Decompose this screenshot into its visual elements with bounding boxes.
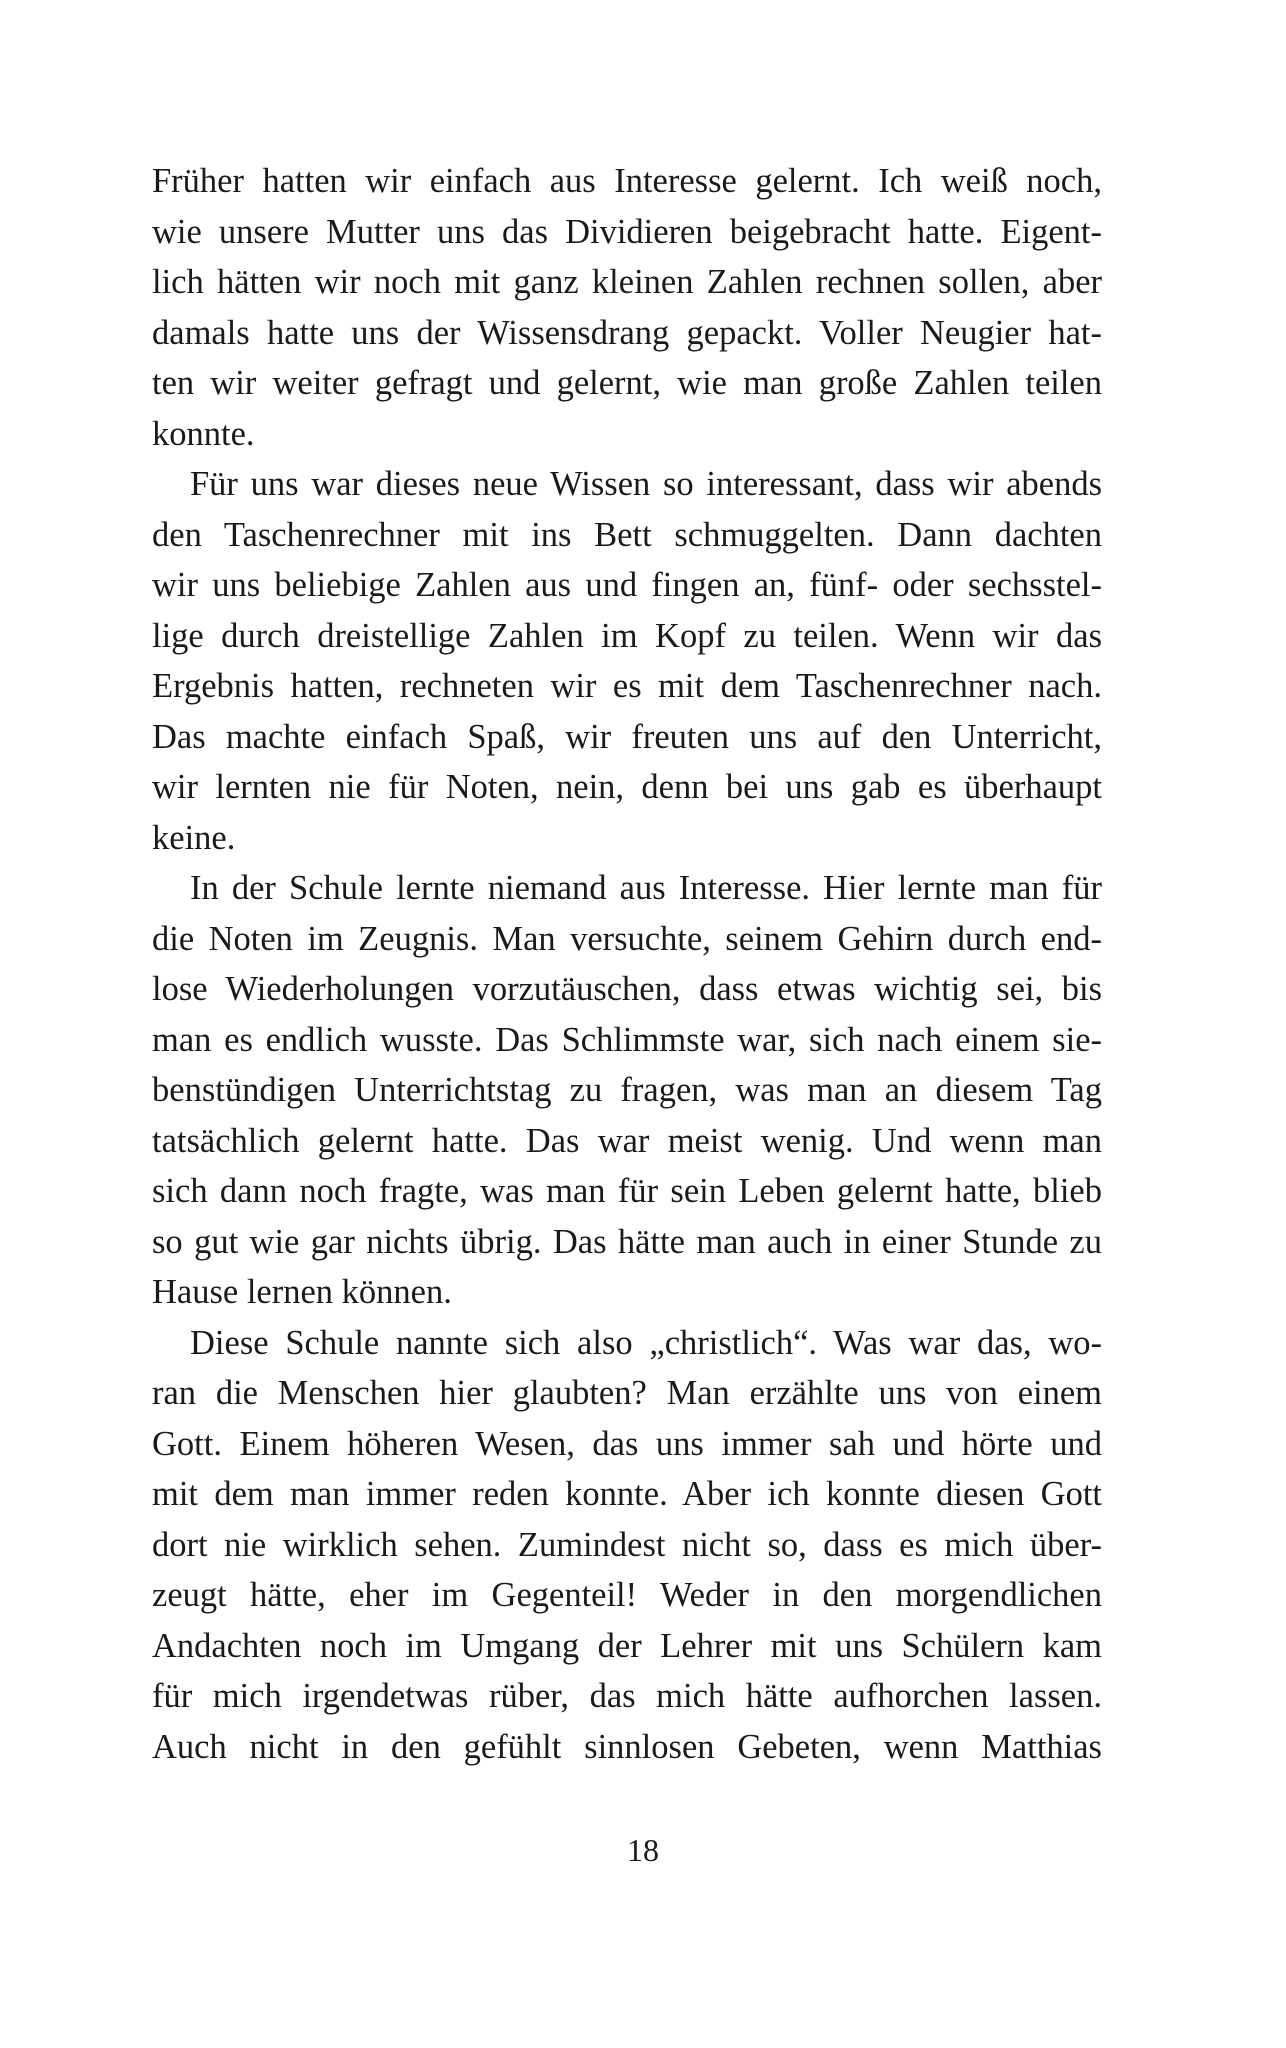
- text-line: sich dann noch fragte, was man für sein Leben gelernt hatte, blieb: [152, 1172, 1102, 1210]
- page-number: 18: [627, 1832, 659, 1868]
- text-line: wir uns beliebige Zahlen aus und fingen an, fünf- oder sechsstel-: [152, 566, 1102, 604]
- paragraph: [152, 1318, 1102, 1773]
- page-body: [152, 156, 1102, 1772]
- text-line: wie unsere Mutter uns das Dividieren beigebracht hatte. Eigent-: [152, 212, 1102, 251]
- paragraph: [152, 156, 1102, 459]
- text-line: lich hätten wir noch mit ganz kleinen Zahlen rechnen sollen, aber: [152, 263, 1102, 301]
- text-line: dort nie wirklich sehen. Zumindest nicht so, dass es mich über-: [152, 1525, 1102, 1564]
- text-line: wir lernten nie für Noten, nein, denn bei uns gab es überhaupt: [152, 768, 1102, 806]
- paragraph: [152, 459, 1102, 863]
- text-line: Diese Schule nannte sich also „christlich“. Was war das, wo-: [190, 1323, 1102, 1362]
- text-line: Andachten noch im Umgang der Lehrer mit uns Schülern kam: [152, 1626, 1102, 1665]
- text-line: Auch nicht in den gefühlt sinnlosen Gebeten, wenn Matthias: [152, 1727, 1102, 1766]
- text-line: so gut wie gar nichts übrig. Das hätte man auch in einer Stunde zu: [152, 1222, 1102, 1261]
- text-line: tatsächlich gelernt hatte. Das war meist wenig. Und wenn man: [152, 1121, 1102, 1160]
- text-line: lose Wiederholungen vorzutäuschen, dass etwas wichtig sei, bis: [152, 970, 1102, 1008]
- text-line: konnte.: [152, 414, 255, 453]
- text-line: Hause lernen können.: [152, 1273, 452, 1311]
- text-line: man es endlich wusste. Das Schlimmste war, sich nach einem sie-: [152, 1020, 1102, 1059]
- text-line: ten wir weiter gefragt und gelernt, wie man große Zahlen teilen: [152, 364, 1102, 402]
- text-line: Das machte einfach Spaß, wir freuten uns auf den Unterricht,: [152, 717, 1102, 756]
- text-line: benstündigen Unterrichtstag zu fragen, was man an diesem Tag: [152, 1071, 1102, 1109]
- text-line: die Noten im Zeugnis. Man versuchte, seinem Gehirn durch end-: [152, 919, 1102, 958]
- text-line: zeugt hätte, eher im Gegenteil! Weder in den morgendlichen: [152, 1576, 1102, 1614]
- text-line: Ergebnis hatten, rechneten wir es mit dem Taschenrechner nach.: [152, 667, 1102, 705]
- text-line: In der Schule lernte niemand aus Interesse. Hier lernte man für: [190, 869, 1102, 907]
- text-line: mit dem man immer reden konnte. Aber ich konnte diesen Gott: [152, 1475, 1102, 1513]
- text-line: keine.: [152, 818, 236, 857]
- text-line: ran die Menschen hier glaubten? Man erzählte uns von einem: [152, 1374, 1102, 1412]
- text-line: damals hatte uns der Wissensdrang gepackt. Voller Neugier hat-: [152, 313, 1102, 352]
- text-line: für mich irgendetwas rüber, das mich hätte aufhorchen lassen.: [152, 1677, 1102, 1715]
- text-line: lige durch dreistellige Zahlen im Kopf zu teilen. Wenn wir das: [152, 616, 1102, 655]
- text-line: Für uns war dieses neue Wissen so interessant, dass wir abends: [190, 465, 1102, 503]
- text-line: Gott. Einem höheren Wesen, das uns immer sah und hörte und: [152, 1424, 1102, 1463]
- text-line: Früher hatten wir einfach aus Interesse gelernt. Ich weiß noch,: [152, 162, 1102, 200]
- paragraph: [152, 863, 1102, 1318]
- text-line: den Taschenrechner mit ins Bett schmuggelten. Dann dachten: [152, 515, 1102, 554]
